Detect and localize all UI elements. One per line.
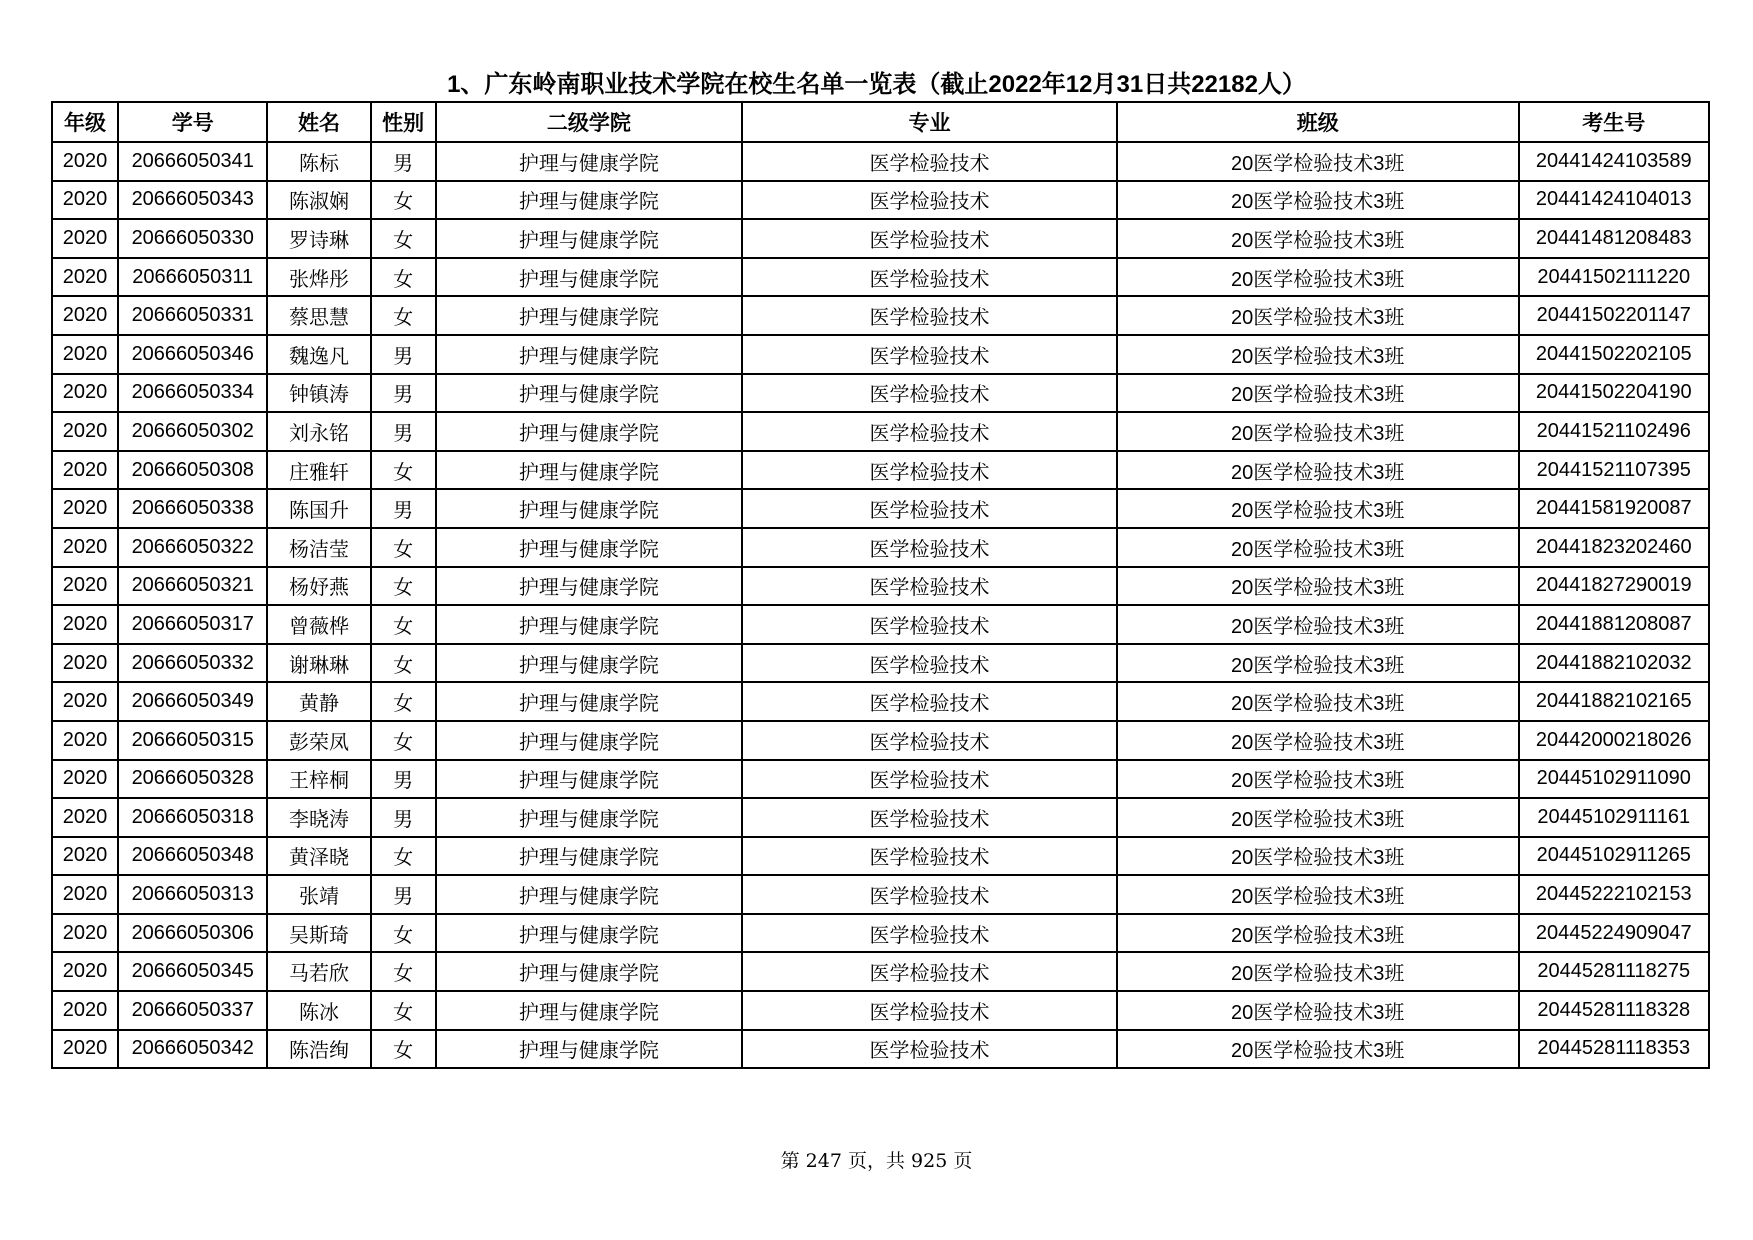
cell-major: 医学检验技术 [742,760,1117,799]
cell-exam-number: 20441521102496 [1519,412,1709,451]
cell-college: 护理与健康学院 [436,914,743,953]
table-row [52,837,1709,876]
cell-gender: 女 [371,567,436,606]
cell-major: 医学检验技术 [742,489,1117,528]
cell-student-id: 20666050321 [118,567,267,606]
cell-grade: 2020 [52,644,118,683]
cell-exam-number: 20441502201147 [1519,296,1709,335]
cell-class: 20医学检验技术3班 [1117,1030,1519,1069]
table-row [52,219,1709,258]
cell-student-id: 20666050342 [118,1030,267,1069]
cell-class: 20医学检验技术3班 [1117,952,1519,991]
cell-class: 20医学检验技术3班 [1117,412,1519,451]
cell-college: 护理与健康学院 [436,760,743,799]
cell-major: 医学检验技术 [742,605,1117,644]
cell-gender: 男 [371,335,436,374]
cell-major: 医学检验技术 [742,991,1117,1030]
cell-gender: 女 [371,219,436,258]
cell-name: 杨妤燕 [267,567,370,606]
cell-grade: 2020 [52,991,118,1030]
cell-student-id: 20666050349 [118,682,267,721]
cell-gender: 女 [371,682,436,721]
cell-grade: 2020 [52,952,118,991]
cell-class: 20医学检验技术3班 [1117,451,1519,490]
cell-grade: 2020 [52,335,118,374]
cell-college: 护理与健康学院 [436,219,743,258]
page-number-footer: 第 247 页，共 925 页 [780,1150,973,1172]
cell-class: 20医学检验技术3班 [1117,760,1519,799]
cell-gender: 女 [371,914,436,953]
cell-gender: 男 [371,489,436,528]
cell-gender: 女 [371,451,436,490]
column-header-major: 专业 [742,102,1117,142]
column-header-class: 班级 [1117,102,1519,142]
cell-student-id: 20666050337 [118,991,267,1030]
cell-class: 20医学检验技术3班 [1117,296,1519,335]
cell-exam-number: 20441827290019 [1519,567,1709,606]
cell-exam-number: 20445102911265 [1519,837,1709,876]
table-row [52,952,1709,991]
cell-class: 20医学检验技术3班 [1117,798,1519,837]
cell-grade: 2020 [52,567,118,606]
cell-major: 医学检验技术 [742,528,1117,567]
column-header-name: 姓名 [267,102,370,142]
cell-name: 陈淑娴 [267,181,370,220]
cell-college: 护理与健康学院 [436,181,743,220]
column-header-grade: 年级 [52,102,118,142]
cell-grade: 2020 [52,412,118,451]
cell-student-id: 20666050306 [118,914,267,953]
cell-gender: 女 [371,528,436,567]
table-row [52,374,1709,413]
cell-gender: 女 [371,605,436,644]
cell-name: 蔡思慧 [267,296,370,335]
cell-grade: 2020 [52,837,118,876]
cell-college: 护理与健康学院 [436,412,743,451]
cell-grade: 2020 [52,258,118,297]
cell-gender: 男 [371,374,436,413]
cell-student-id: 20666050328 [118,760,267,799]
cell-major: 医学检验技术 [742,721,1117,760]
table-row [52,914,1709,953]
cell-class: 20医学检验技术3班 [1117,489,1519,528]
page-title: 1、广东岭南职业技术学院在校生名单一览表（截止2022年12月31日共22182人） [447,71,1306,98]
cell-college: 护理与健康学院 [436,258,743,297]
cell-grade: 2020 [52,682,118,721]
cell-gender: 女 [371,644,436,683]
cell-class: 20医学检验技术3班 [1117,142,1519,181]
cell-student-id: 20666050313 [118,875,267,914]
cell-grade: 2020 [52,528,118,567]
cell-student-id: 20666050318 [118,798,267,837]
cell-grade: 2020 [52,451,118,490]
cell-gender: 女 [371,258,436,297]
cell-name: 王梓桐 [267,760,370,799]
cell-student-id: 20666050348 [118,837,267,876]
cell-gender: 男 [371,142,436,181]
cell-grade: 2020 [52,1030,118,1069]
cell-exam-number: 20441881208087 [1519,605,1709,644]
cell-class: 20医学检验技术3班 [1117,258,1519,297]
cell-name: 陈冰 [267,991,370,1030]
cell-grade: 2020 [52,489,118,528]
cell-major: 医学检验技术 [742,374,1117,413]
cell-class: 20医学检验技术3班 [1117,914,1519,953]
table-row [52,528,1709,567]
column-header-exam-number: 考生号 [1519,102,1709,142]
cell-grade: 2020 [52,914,118,953]
cell-grade: 2020 [52,219,118,258]
cell-student-id: 20666050334 [118,374,267,413]
cell-gender: 女 [371,837,436,876]
cell-major: 医学检验技术 [742,837,1117,876]
cell-name: 曾薇桦 [267,605,370,644]
cell-student-id: 20666050346 [118,335,267,374]
cell-student-id: 20666050331 [118,296,267,335]
table-row [52,181,1709,220]
cell-college: 护理与健康学院 [436,296,743,335]
table-row [52,1030,1709,1069]
table-row [52,644,1709,683]
cell-class: 20医学检验技术3班 [1117,837,1519,876]
table-row [52,258,1709,297]
cell-name: 魏逸凡 [267,335,370,374]
cell-grade: 2020 [52,374,118,413]
table-row [52,142,1709,181]
cell-exam-number: 20441882102165 [1519,682,1709,721]
cell-name: 刘永铭 [267,412,370,451]
cell-major: 医学检验技术 [742,335,1117,374]
cell-student-id: 20666050343 [118,181,267,220]
cell-name: 黄静 [267,682,370,721]
cell-grade: 2020 [52,142,118,181]
cell-class: 20医学检验技术3班 [1117,605,1519,644]
table-row [52,335,1709,374]
cell-class: 20医学检验技术3班 [1117,335,1519,374]
table-row [52,721,1709,760]
cell-college: 护理与健康学院 [436,1030,743,1069]
cell-exam-number: 20441481208483 [1519,219,1709,258]
cell-gender: 女 [371,1030,436,1069]
cell-major: 医学检验技术 [742,914,1117,953]
cell-name: 陈标 [267,142,370,181]
cell-name: 谢琳琳 [267,644,370,683]
cell-college: 护理与健康学院 [436,567,743,606]
cell-major: 医学检验技术 [742,644,1117,683]
cell-student-id: 20666050330 [118,219,267,258]
student-roster-table [51,101,1710,1069]
cell-grade: 2020 [52,760,118,799]
cell-major: 医学检验技术 [742,142,1117,181]
cell-college: 护理与健康学院 [436,335,743,374]
cell-exam-number: 20441882102032 [1519,644,1709,683]
cell-gender: 女 [371,991,436,1030]
cell-major: 医学检验技术 [742,219,1117,258]
table-header-row [52,102,1709,142]
cell-gender: 男 [371,798,436,837]
cell-grade: 2020 [52,296,118,335]
cell-name: 张靖 [267,875,370,914]
cell-major: 医学检验技术 [742,952,1117,991]
cell-grade: 2020 [52,875,118,914]
cell-grade: 2020 [52,181,118,220]
cell-exam-number: 20441502204190 [1519,374,1709,413]
cell-name: 黄泽晓 [267,837,370,876]
cell-exam-number: 20441521107395 [1519,451,1709,490]
cell-student-id: 20666050322 [118,528,267,567]
cell-major: 医学检验技术 [742,258,1117,297]
cell-name: 李晓涛 [267,798,370,837]
cell-college: 护理与健康学院 [436,875,743,914]
cell-college: 护理与健康学院 [436,374,743,413]
cell-major: 医学检验技术 [742,1030,1117,1069]
cell-exam-number: 20445281118275 [1519,952,1709,991]
cell-college: 护理与健康学院 [436,837,743,876]
cell-grade: 2020 [52,798,118,837]
table-row [52,682,1709,721]
cell-class: 20医学检验技术3班 [1117,528,1519,567]
cell-college: 护理与健康学院 [436,798,743,837]
column-header-gender: 性别 [371,102,436,142]
cell-class: 20医学检验技术3班 [1117,721,1519,760]
cell-major: 医学检验技术 [742,875,1117,914]
cell-name: 陈国升 [267,489,370,528]
cell-major: 医学检验技术 [742,798,1117,837]
cell-name: 马若欣 [267,952,370,991]
table-row [52,605,1709,644]
cell-class: 20医学检验技术3班 [1117,567,1519,606]
cell-exam-number: 20441502202105 [1519,335,1709,374]
table-row [52,489,1709,528]
table-row [52,991,1709,1030]
table-row [52,296,1709,335]
cell-name: 钟镇涛 [267,374,370,413]
cell-exam-number: 20441424104013 [1519,181,1709,220]
cell-gender: 女 [371,181,436,220]
cell-gender: 男 [371,875,436,914]
cell-student-id: 20666050311 [118,258,267,297]
cell-exam-number: 20441424103589 [1519,142,1709,181]
cell-major: 医学检验技术 [742,451,1117,490]
cell-name: 罗诗琳 [267,219,370,258]
cell-exam-number: 20445224909047 [1519,914,1709,953]
cell-name: 彭荣凤 [267,721,370,760]
cell-college: 护理与健康学院 [436,952,743,991]
cell-college: 护理与健康学院 [436,451,743,490]
cell-name: 陈浩绚 [267,1030,370,1069]
cell-name: 杨洁莹 [267,528,370,567]
cell-major: 医学检验技术 [742,567,1117,606]
cell-student-id: 20666050345 [118,952,267,991]
cell-class: 20医学检验技术3班 [1117,181,1519,220]
cell-major: 医学检验技术 [742,682,1117,721]
cell-class: 20医学检验技术3班 [1117,219,1519,258]
cell-exam-number: 20445281118353 [1519,1030,1709,1069]
cell-name: 庄雅轩 [267,451,370,490]
table-body [52,142,1709,1068]
cell-gender: 女 [371,296,436,335]
cell-exam-number: 20445281118328 [1519,991,1709,1030]
cell-college: 护理与健康学院 [436,605,743,644]
cell-college: 护理与健康学院 [436,528,743,567]
cell-gender: 女 [371,721,436,760]
cell-exam-number: 20445102911161 [1519,798,1709,837]
cell-class: 20医学检验技术3班 [1117,682,1519,721]
column-header-student-id: 学号 [118,102,267,142]
column-header-college: 二级学院 [436,102,743,142]
table-row [52,875,1709,914]
cell-grade: 2020 [52,721,118,760]
cell-exam-number: 20441823202460 [1519,528,1709,567]
cell-exam-number: 20441581920087 [1519,489,1709,528]
cell-gender: 女 [371,952,436,991]
table-row [52,451,1709,490]
table-row [52,412,1709,451]
cell-college: 护理与健康学院 [436,721,743,760]
cell-student-id: 20666050338 [118,489,267,528]
cell-gender: 男 [371,760,436,799]
cell-name: 吴斯琦 [267,914,370,953]
cell-grade: 2020 [52,605,118,644]
cell-student-id: 20666050308 [118,451,267,490]
cell-major: 医学检验技术 [742,181,1117,220]
cell-major: 医学检验技术 [742,412,1117,451]
cell-student-id: 20666050341 [118,142,267,181]
cell-student-id: 20666050332 [118,644,267,683]
cell-college: 护理与健康学院 [436,644,743,683]
cell-exam-number: 20441502111220 [1519,258,1709,297]
cell-major: 医学检验技术 [742,296,1117,335]
table-row [52,567,1709,606]
cell-exam-number: 20445102911090 [1519,760,1709,799]
cell-student-id: 20666050315 [118,721,267,760]
cell-student-id: 20666050302 [118,412,267,451]
table-row [52,760,1709,799]
cell-college: 护理与健康学院 [436,489,743,528]
cell-class: 20医学检验技术3班 [1117,991,1519,1030]
cell-class: 20医学检验技术3班 [1117,374,1519,413]
cell-college: 护理与健康学院 [436,991,743,1030]
cell-class: 20医学检验技术3班 [1117,644,1519,683]
cell-class: 20医学检验技术3班 [1117,875,1519,914]
table-row [52,798,1709,837]
cell-name: 张烨彤 [267,258,370,297]
cell-exam-number: 20445222102153 [1519,875,1709,914]
cell-college: 护理与健康学院 [436,142,743,181]
cell-exam-number: 20442000218026 [1519,721,1709,760]
cell-student-id: 20666050317 [118,605,267,644]
cell-gender: 男 [371,412,436,451]
cell-college: 护理与健康学院 [436,682,743,721]
